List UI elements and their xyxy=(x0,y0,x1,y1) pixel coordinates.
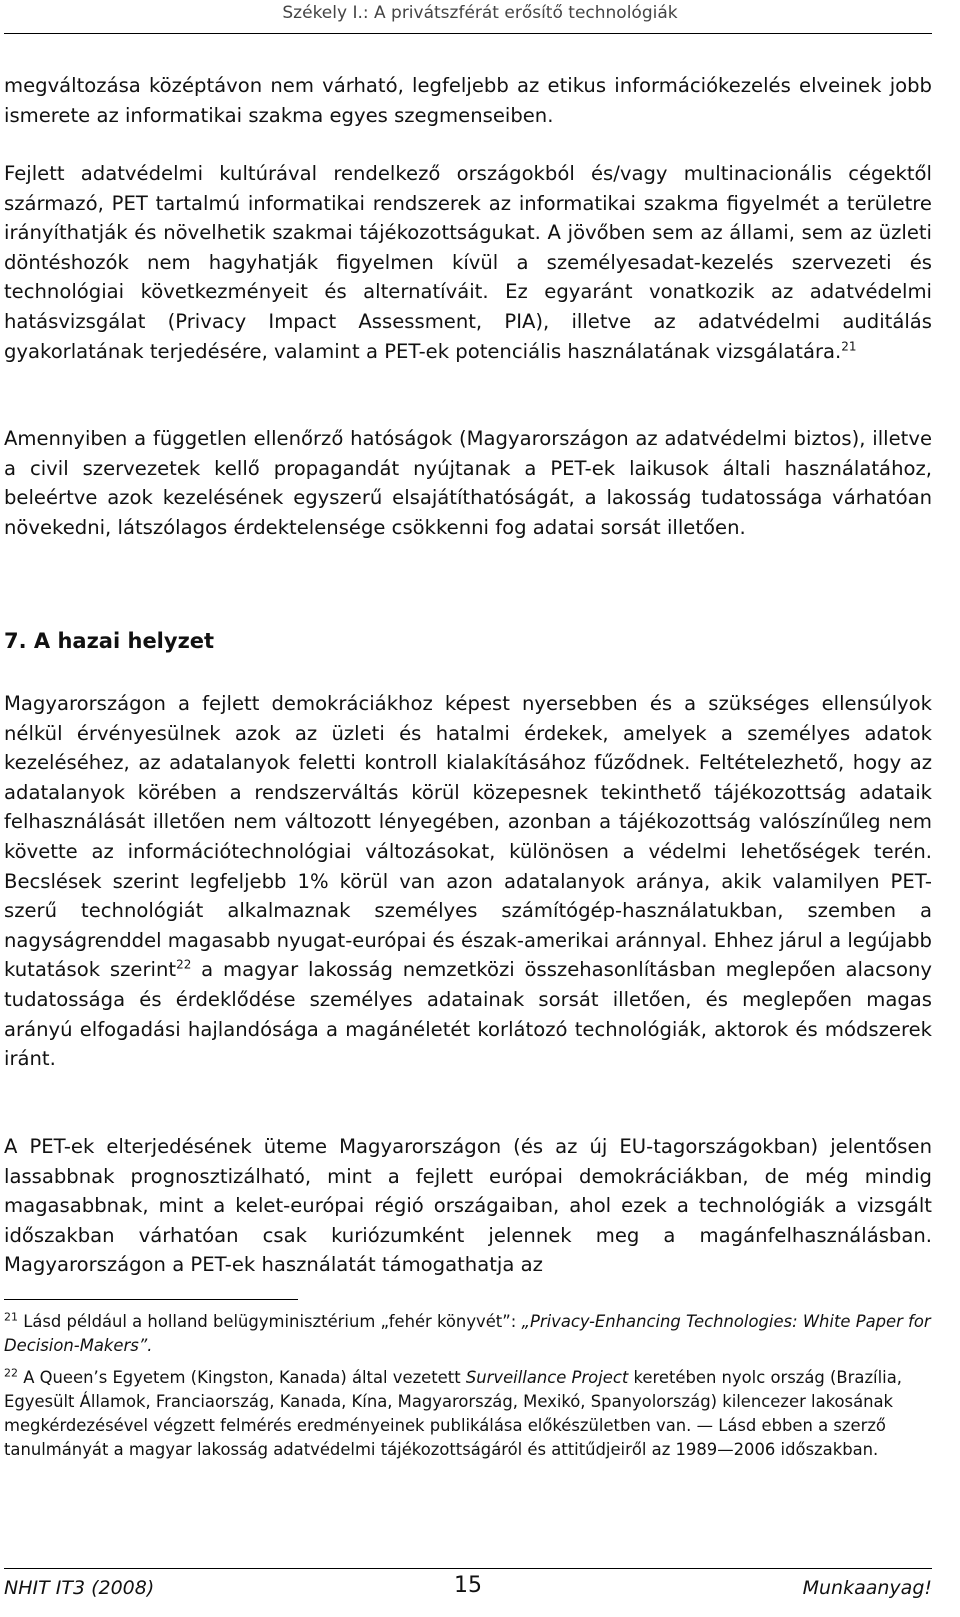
paragraph-text: Fejlett adatvédelmi kultúrával rendelkező országokból és/vagy multinacionális cégektől származó, PET tartalmú informatikai rendszerek az informatikai szakma figyelmét a területre irányíthatják és növelhetik szakmai tájékozottságukat. A jövőben sem az állami, sem az üzleti döntéshozók nem hagyhatják figyelmen kívül a személyesadat-kezelés szervezeti és technológiai következményeit és alternatíváit. Ez egyaránt vonatkozik az adatvédelmi hatásvizsgálat (Privacy Impact Assessment, PIA), illetve az adatvédelmi auditálás gyakorlatának terjedésére, valamint a PET-ek potenciális használatának vizsgálatára. xyxy=(4,162,932,363)
footnote-number: 21 xyxy=(4,1310,18,1324)
paragraph-text: Magyarországon a fejlett demokráciákhoz képest nyersebben és a szükséges ellensúlyok nélkül érvényesülnek azok az üzleti és hatalmi érdekek, amelyek a személyes adatok kezeléséhez, az adatalanyok feletti kontroll kialakításához fűződnek. Feltételezhető, hogy az adatalanyok körében a rendszerváltás körül közepesnek tekinthető tájékozottság adataik felhasználását illetően nem változott lényegében, azonban a tájékozottság valószínűleg nem követte az információtechnológiai változásokat, különösen a védelmi lehetőségek terén. Becslések szerint legfeljebb 1% körül van azon adatalanyok aránya, akik valamilyen PET-szerű technológiát alkalmaznak személyes számítógép-használatukban, szemben a nagyságrenddel magasabb nyugat-európai és észak-amerikai aránnyal. Ehhez járul a legújabb kutatások szerint xyxy=(4,692,932,982)
paragraph-text: a magyar lakosság nemzetközi összehasonlításban meglepően alacsony tudatossága és érdeklődése személyes adatainak sorsát illetően, és meglepően magas arányú elfogadási hajlandósága a magánéletét korlátozó technológiák, aktorok és módszerek iránt. xyxy=(4,958,932,1071)
paragraph-domestic-situation xyxy=(4,689,932,1074)
footnote-number: 22 xyxy=(4,1366,18,1380)
footer-draft-label: Munkaanyag! xyxy=(802,1577,932,1599)
footnote-22 xyxy=(4,1366,932,1462)
section-heading: 7. A hazai helyzet xyxy=(4,629,215,653)
footnote-ref-22[interactable]: 22 xyxy=(176,957,192,972)
footnote-21 xyxy=(4,1310,932,1358)
footnote-text: Lásd például a holland belügyminisztérium „fehér könyvét”: xyxy=(18,1312,522,1331)
page-footer xyxy=(4,1568,932,1605)
footnote-text: A Queen’s Egyetem (Kingston, Kanada) által vezetett xyxy=(18,1368,466,1387)
footnote-separator xyxy=(4,1299,298,1300)
footer-doc-id: NHIT IT3 (2008) xyxy=(4,1577,155,1599)
footnote-project-name: Surveillance Project xyxy=(465,1368,629,1387)
paragraph-pet-systems xyxy=(4,159,932,366)
paragraph-authorities: Amennyiben a független ellenőrző hatóságok (Magyarországon az adatvédelmi biztos), illetve a civil szervezetek kellő propagandát nyújtanak a PET-ek laikusok általi használatához, beleértve azok kezelésének egyszerű elsajátíthatóságát, a lakosság tudatossága várhatóan növekedni, látszólagos érdektelensége csökkenni fog adatai sorsát illetően. xyxy=(4,427,932,539)
footnote-text: keretében nyolc ország (Brazília, Egyesült Államok, Franciaország, Kanada, Kína, Magyarország, Mexikó, Spanyolország) kilencezer lakosának megkérdezésével végzett felmérés eredményeinek publikálása előkészületben van. — Lásd ebben a szerző tanulmányát a magyar lakosság adatvédelmi tájékozottságáról és attitűdjeiről az 1989—2006 időszakban. xyxy=(4,1368,902,1459)
footnote-ref-21[interactable]: 21 xyxy=(841,339,857,354)
footnote-title: „Privacy-Enhancing Technologies: White Paper for Decision-Makers”. xyxy=(4,1312,931,1355)
header-rule xyxy=(4,33,932,34)
running-header: Székely I.: A privátszférát erősítő technológiák xyxy=(282,3,678,23)
page-number: 15 xyxy=(454,1573,482,1598)
paragraph-continuation: megváltozása középtávon nem várható, legfeljebb az etikus információkezelés elveinek jobb ismerete az informatikai szakma egyes szegmenseiben. xyxy=(4,74,932,127)
paragraph-pet-adoption: A PET-ek elterjedésének üteme Magyarországon (és az új EU-tagországokban) jelentősen lassabbnak prognosztizálható, mint a fejlett európai demokráciákban, de még mindig magasabbnak, mint a kelet-európai régió országaiban, ahol ezek a technológiák a vizsgált időszakban várhatóan csak kuriózumként jelennek meg a magánfelhasználásban. Magyarországon a PET-ek használatát támogathatja az xyxy=(4,1135,932,1277)
